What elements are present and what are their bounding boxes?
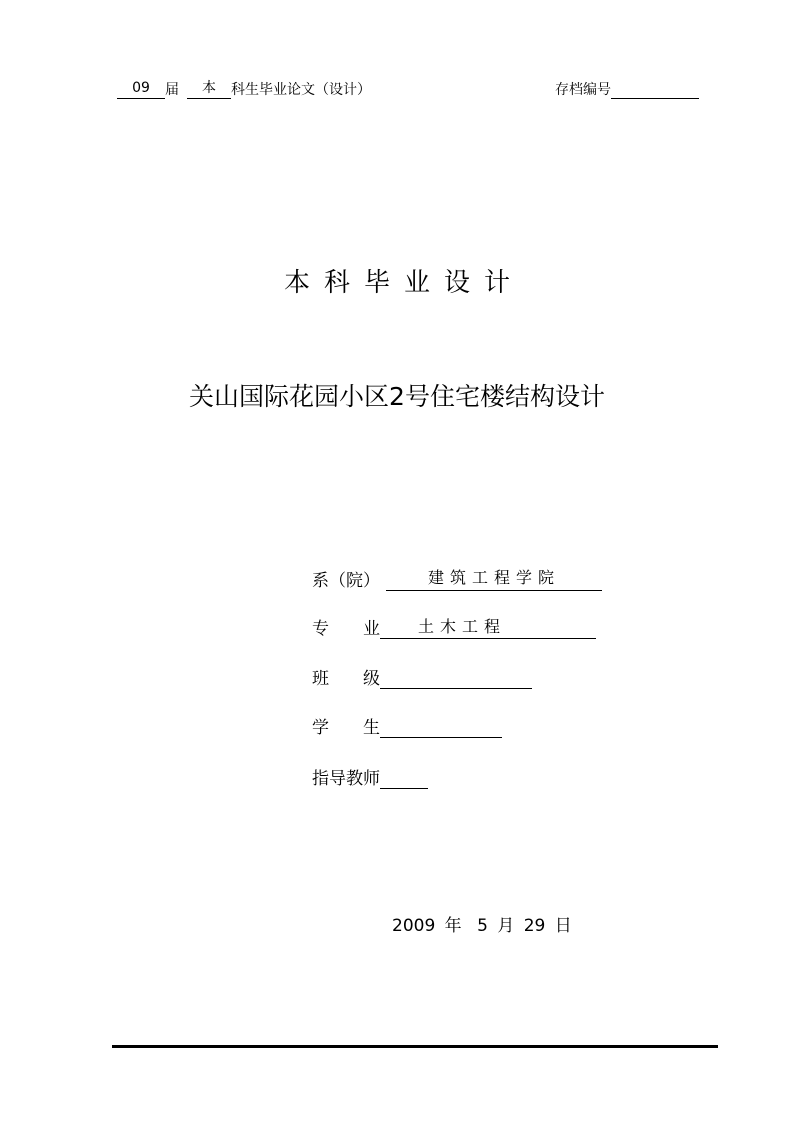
department-field[interactable]: 建筑工程学院 xyxy=(386,569,602,591)
date-day-unit: 日 xyxy=(554,916,572,936)
thesis-type-label: 科生毕业论文（设计） xyxy=(231,82,371,98)
archive-number-field[interactable] xyxy=(611,81,699,99)
advisor-row xyxy=(312,764,428,789)
archive-number-line xyxy=(555,79,699,99)
department-row xyxy=(312,566,602,591)
advisor-field[interactable] xyxy=(380,767,428,789)
header-thesis-line xyxy=(117,79,371,99)
page-title: 本科毕业设计 xyxy=(283,268,524,298)
date-year-unit: 年 xyxy=(444,916,462,936)
major-row xyxy=(312,614,596,639)
class-label: 班 级 xyxy=(312,669,380,689)
advisor-label: 指导教师 xyxy=(312,769,380,789)
student-field[interactable] xyxy=(380,716,502,738)
department-label: 系（院） xyxy=(312,571,380,591)
class-field[interactable] xyxy=(380,667,532,689)
footer-divider xyxy=(112,1045,718,1048)
thesis-title: 关山国际花园小区2号住宅楼结构设计 xyxy=(189,382,605,411)
major-field[interactable]: 土木工程 xyxy=(380,618,596,639)
date-month-unit: 月 xyxy=(497,916,515,936)
graduation-year-field[interactable]: 09 xyxy=(117,81,165,99)
class-row xyxy=(312,664,532,689)
major-label: 专 业 xyxy=(312,619,380,639)
degree-level-field[interactable]: 本 xyxy=(187,81,231,99)
student-row xyxy=(312,713,502,738)
date-day: 29 xyxy=(523,916,546,936)
submission-date xyxy=(392,911,572,936)
graduation-year-suffix: 届 xyxy=(165,82,179,98)
student-label: 学 生 xyxy=(312,718,380,738)
date-year: 2009 xyxy=(392,916,436,936)
date-month: 5 xyxy=(477,916,488,936)
archive-number-label: 存档编号 xyxy=(555,82,611,98)
